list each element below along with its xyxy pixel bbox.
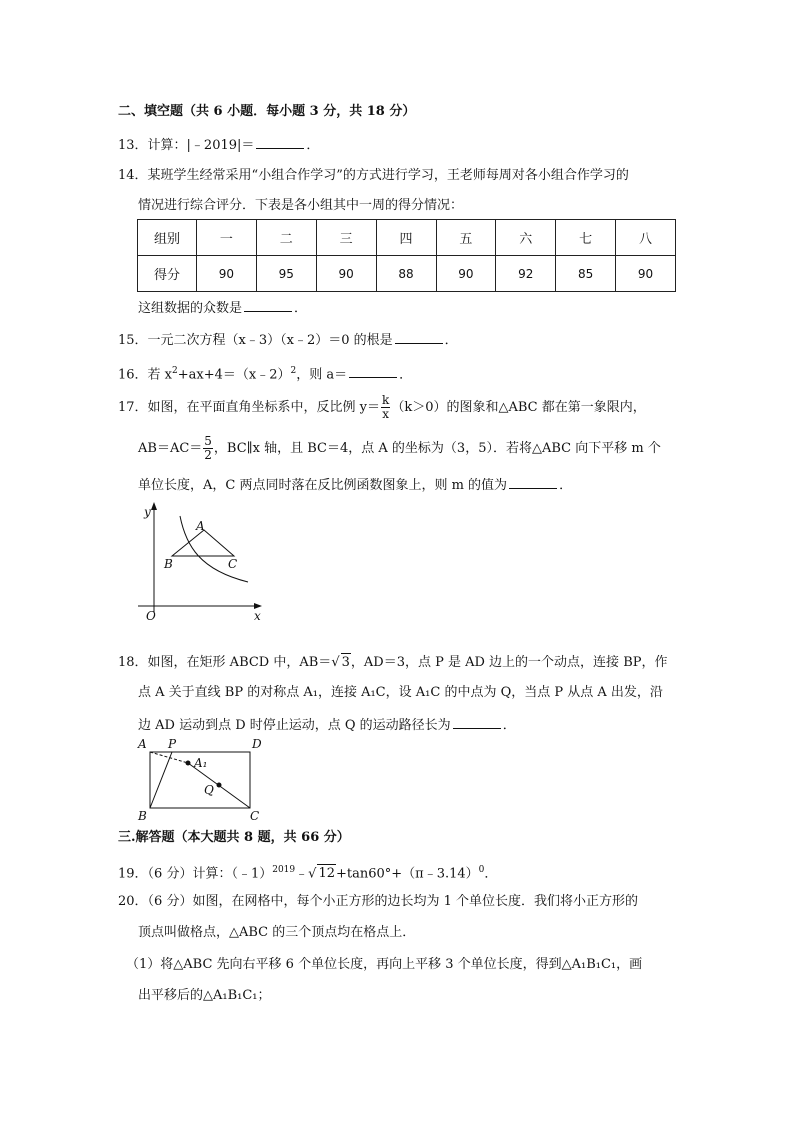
exponent: 0 — [478, 865, 485, 875]
q19-suffix: ． — [484, 866, 498, 882]
q17-text: AB＝AC＝ — [138, 441, 203, 456]
numerator: k — [382, 393, 390, 407]
point-q — [217, 783, 222, 788]
exponent: 2 — [290, 366, 297, 376]
question-13 — [118, 136, 319, 155]
section-heading-solutions: 三.解答题（本大题共 8 题，共 66 分） — [118, 830, 350, 845]
q15-suffix: ． — [444, 333, 458, 348]
label-y: y — [144, 505, 151, 519]
answer-blank[interactable] — [244, 299, 292, 312]
table-cell: 88 — [376, 256, 436, 292]
sqrt-radicand: 3 — [341, 655, 350, 670]
table-cell: 八 — [616, 220, 676, 256]
question-15 — [118, 331, 458, 350]
sqrt-sign: √ — [331, 655, 340, 670]
point-a1 — [186, 761, 191, 766]
answer-blank[interactable] — [395, 331, 443, 344]
question-16 — [118, 362, 412, 384]
table-cell: 二 — [256, 220, 316, 256]
segment-bp — [150, 752, 172, 808]
question-17-line2 — [138, 435, 661, 462]
exponent: 2 — [172, 366, 178, 376]
q18-text: 边 AD 运动到点 D 时停止运动，点 Q 的运动路径长为 — [138, 718, 451, 733]
question-20-line1: 20．（6 分）如图，在网格中，每个小正方形的边长均为 1 个单位长度．我们将小正方形的 — [118, 894, 638, 909]
question-14-line2: 情况进行综合评分．下表是各小组其中一周的得分情况： — [138, 198, 464, 213]
score-table — [137, 219, 676, 292]
table-cell: 五 — [436, 220, 496, 256]
table-cell: 85 — [556, 256, 616, 292]
q17-text: 单位长度，A，C 两点同时落在反比例函数图象上，则 m 的值为 — [138, 478, 508, 493]
sqrt-sign: √ — [308, 866, 317, 882]
q13-suffix: ． — [306, 138, 320, 153]
q14-after-text: 这组数据的众数是 — [138, 301, 243, 316]
segment-a-a1-dashed — [150, 752, 188, 763]
label-b: B — [164, 557, 173, 571]
table-cell: 七 — [556, 220, 616, 256]
table-row — [138, 220, 676, 256]
label-origin: O — [146, 609, 156, 623]
answer-blank[interactable] — [453, 716, 501, 729]
section-heading-fill-in: 二、填空题（共 6 小题．每小题 3 分，共 18 分） — [118, 104, 416, 119]
numerator: 5 — [204, 434, 212, 448]
answer-blank[interactable] — [349, 365, 397, 378]
table-cell: 四 — [376, 220, 436, 256]
table-cell: 90 — [316, 256, 376, 292]
question-18-line3 — [138, 716, 516, 735]
q16-suffix: ． — [399, 367, 413, 383]
q19-minus: ﹣ — [295, 866, 309, 882]
label-p: P — [168, 737, 177, 751]
q14-suffix: ． — [294, 301, 308, 316]
fraction-k-over-x — [381, 394, 390, 421]
q19-text-c: +tan60°+（π﹣3.14） — [335, 866, 479, 882]
q18-text: 18．如图，在矩形 ABCD 中，AB＝ — [118, 655, 332, 670]
q17-text-b: （k＞0）的图象和△ABC 都在第一象限内， — [391, 400, 646, 415]
table-header-cell: 组别 — [138, 220, 197, 256]
q17-suffix: ． — [559, 478, 573, 493]
label-c: C — [250, 809, 260, 823]
answer-blank[interactable] — [509, 476, 557, 489]
q16-text: 16．若 x — [118, 367, 173, 383]
question-17-line1 — [118, 394, 646, 421]
q16-mid: +ax+4＝（x﹣2） — [177, 367, 291, 383]
triangle-abc — [172, 530, 234, 556]
table-cell: 一 — [197, 220, 257, 256]
label-x: x — [254, 609, 261, 623]
fraction-five-halves — [203, 435, 213, 462]
hyperbola-curve — [180, 516, 248, 582]
table-row — [138, 256, 676, 292]
table-cell: 90 — [436, 256, 496, 292]
question-20-part1-line2: 出平移后的△A₁B₁C₁； — [138, 988, 271, 1003]
label-q: Q — [204, 783, 214, 797]
label-a: A — [196, 519, 205, 533]
table-cell: 95 — [256, 256, 316, 292]
q19-text: 19．（6 分）计算：（﹣1） — [118, 866, 273, 882]
table-cell: 90 — [616, 256, 676, 292]
question-14-answer — [138, 299, 307, 318]
question-20-line2: 顶点叫做格点，△ABC 的三个顶点均在格点上． — [138, 925, 416, 940]
q17-text: 17．如图，在平面直角坐标系中，反比例 y＝ — [118, 400, 381, 415]
label-c: C — [228, 557, 238, 571]
label-a: A — [138, 737, 147, 751]
q15-text: 15．一元二次方程（x﹣3）（x﹣2）＝0 的根是 — [118, 333, 393, 348]
denominator: 2 — [204, 448, 212, 462]
q17-text-b: ，BC∥x 轴，且 BC＝4，点 A 的坐标为（3，5）．若将△ABC 向下平移 m 个 — [213, 441, 661, 456]
label-b: B — [138, 809, 147, 823]
figure-18-rectangle — [134, 736, 269, 824]
table-cell: 三 — [316, 220, 376, 256]
label-d: D — [252, 737, 262, 751]
table-cell: 92 — [496, 256, 556, 292]
question-17-line3 — [138, 476, 572, 495]
question-18-line2: 点 A 关于直线 BP 的对称点 A₁，连接 A₁C，设 A₁C 的中点为 Q，当点 P 从点 A 出发，沿 — [138, 685, 663, 700]
q16-mid2: ，则 a＝ — [296, 367, 348, 383]
question-18-line1 — [118, 653, 668, 672]
q18-suffix: ． — [502, 718, 516, 733]
y-axis-arrow — [151, 502, 157, 510]
q13-text: 13．计算：|﹣2019|＝ — [118, 138, 255, 153]
question-14-line1: 14．某班学生经常采用“小组合作学习”的方式进行学习，王老师每周对各小组合作学习的 — [118, 168, 629, 183]
table-cell: 六 — [496, 220, 556, 256]
table-cell: 90 — [197, 256, 257, 292]
exponent: 2019 — [272, 865, 296, 875]
sqrt-radicand: 12 — [318, 866, 335, 882]
label-a1: A₁ — [194, 756, 208, 770]
answer-blank[interactable] — [256, 136, 304, 149]
figure-17-coordinate-plane — [130, 500, 270, 630]
table-header-cell: 得分 — [138, 256, 197, 292]
denominator: x — [382, 407, 390, 421]
question-19 — [118, 861, 497, 883]
question-20-part1-line1: （1）将△ABC 先向右平移 6 个单位长度，再向上平移 3 个单位长度，得到△A₁B₁C₁，画 — [126, 957, 643, 972]
q18-text-b: ，AD＝3，点 P 是 AD 边上的一个动点，连接 BP，作 — [350, 655, 668, 670]
